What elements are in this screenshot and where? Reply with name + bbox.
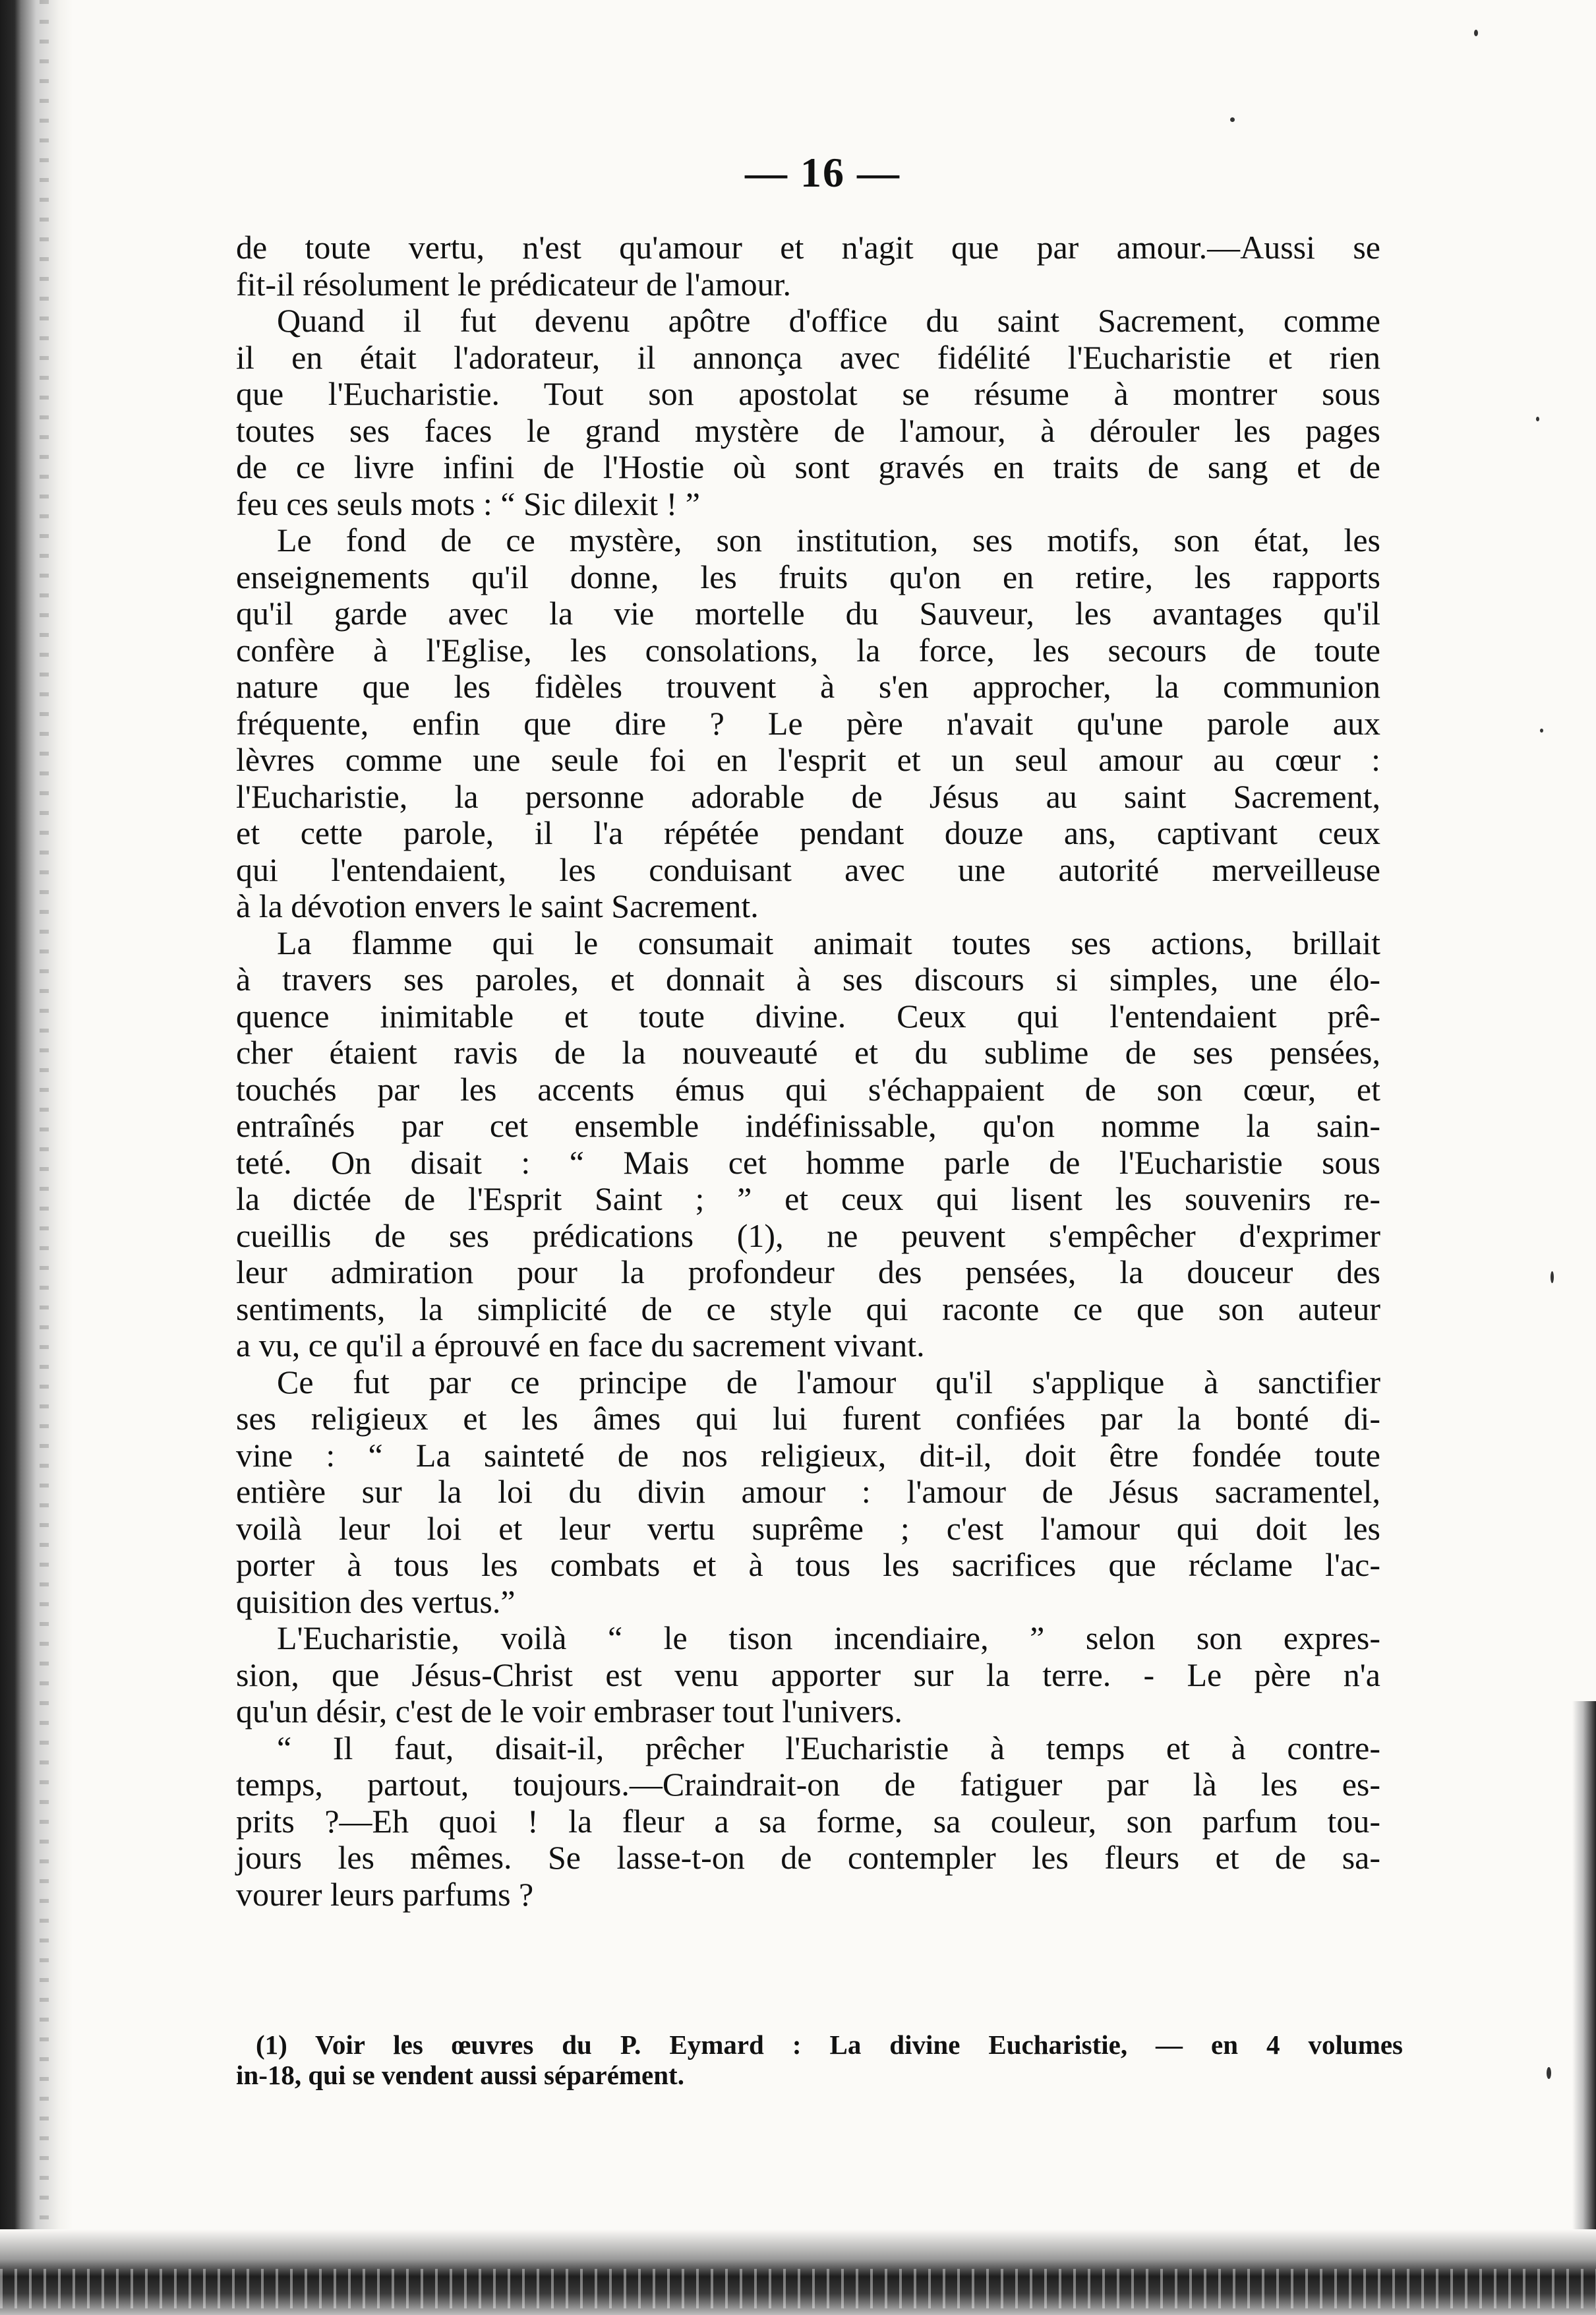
text-line: cueillis de ses prédications (1), ne peuvent s'empêcher d'exprimer [236,1217,1380,1254]
text-line: toutes ses faces le grand mystère de l'amour, à dérouler les pages [236,411,1380,449]
text-line: porter à tous les combats et à tous les sacrifices que réclame l'ac- [236,1546,1380,1583]
text-line: confère à l'Eglise, les consolations, la force, les secours de toute [236,631,1380,669]
text-line: entière sur la loi du divin amour : l'amour de Jésus sacramentel, [236,1473,1380,1510]
body-text [236,229,1380,1913]
page-edge-shadow [1572,1701,1596,2295]
text-line: Ce fut par ce principe de l'amour qu'il s'applique à sanctifier [277,1363,1380,1400]
footnote-line: in-18, qui se vendent aussi séparément. [236,2060,684,2090]
text-line: sion, que Jésus-Christ est venu apporter sur la terre. - Le père n'a [236,1656,1380,1693]
text-line: entraînés par cet ensemble indéfinissable, qu'on nomme la sain- [236,1107,1380,1144]
text-line: ses religieux et les âmes qui lui furent confiées par la bonté di- [236,1400,1380,1437]
text-line: à travers ses paroles, et donnait à ses discours si simples, une élo- [236,961,1380,998]
text-line: temps, partout, toujours.—Craindrait-on de fatiguer par là les es- [236,1766,1380,1803]
text-line: quence inimitable et toute divine. Ceux qui l'entendaient prê- [236,997,1380,1035]
text-line: L'Eucharistie, voilà “ le tison incendiaire, ” selon son expres- [277,1619,1380,1656]
text-line: enseignements qu'il donne, les fruits qu'on en retire, les rapports [236,558,1380,595]
book-binding-shadow [0,0,73,2315]
text-line: quisition des vertus.” [236,1582,516,1620]
scan-speck [1474,30,1478,36]
text-line: nature que les fidèles trouvent à s'en approcher, la communion [236,668,1380,705]
text-line: prits ?—Eh quoi ! la fleur a sa forme, sa couleur, son parfum tou- [236,1802,1380,1840]
text-line: lèvres comme une seule foi en l'esprit et un seul amour au cœur : [236,741,1380,778]
text-line: de ce livre infini de l'Hostie où sont gravés en traits de sang et de [236,448,1380,485]
text-line: il en était l'adorateur, il annonça avec fidélité l'Eucharistie et rien [236,338,1380,376]
text-line: a vu, ce qu'il a éprouvé en face du sacrement vivant. [236,1327,925,1364]
text-line: fit-il résolument le prédicateur de l'amour. [236,265,792,303]
text-line: à la dévotion envers le saint Sacrement. [236,887,759,924]
text-line: qu'un désir, c'est de le voir embraser tout l'univers. [236,1693,902,1729]
text-line: et cette parole, il l'a répétée pendant douze ans, captivant ceux [236,814,1380,851]
text-line: leur admiration pour la profondeur des pensées, la douceur des [236,1253,1380,1290]
text-line: La flamme qui le consumait animait toutes ses actions, brillait [277,924,1380,961]
text-line: vine : “ La sainteté de nos religieux, dit-il, doit être fondée toute [236,1436,1380,1474]
scan-speck [1551,1271,1554,1283]
page-number: — 16 — [745,149,901,196]
text-line: cher étaient ravis de la nouveauté et du sublime de ses pensées, [236,1034,1380,1071]
text-line: la dictée de l'Esprit Saint ; ” et ceux qui lisent les souvenirs re- [236,1180,1380,1217]
text-line: fréquente, enfin que dire ? Le père n'avait qu'une parole aux [236,704,1380,742]
text-line: qui l'entendaient, les conduisant avec une autorité merveilleuse [236,851,1380,888]
text-line: de toute vertu, n'est qu'amour et n'agit que par amour.—Aussi se [236,229,1380,266]
text-line: l'Eucharistie, la personne adorable de Jésus au saint Sacrement, [236,777,1380,815]
text-line: Le fond de ce mystère, son institution, ses motifs, son état, les [277,522,1380,558]
scan-speck [1230,117,1235,122]
text-line: qu'il garde avec la vie mortelle du Sauveur, les avantages qu'il [236,595,1380,632]
text-line: voilà leur loi et leur vertu suprême ; c'est l'amour qui doit les [236,1509,1380,1547]
text-line: feu ces seuls mots : “ Sic dilexit ! ” [236,485,701,522]
text-line: sentiments, la simplicité de ce style qui raconte ce que son auteur [236,1290,1380,1327]
footnote [236,2029,1403,2090]
scan-speck [1540,729,1543,733]
text-line: vourer leurs parfums ? [236,1875,534,1913]
scan-speck [1536,417,1539,421]
text-line: teté. On disait : “ Mais cet homme parle de l'Eucharistie sous [236,1143,1380,1181]
text-line: jours les mêmes. Se lasse-t-on de contempler les fleurs et de sa- [236,1839,1380,1876]
scan-speck [1547,2067,1551,2079]
text-line: touchés par les accents émus qui s'échappaient de son cœur, et [236,1070,1380,1108]
scan-bottom-border [0,2229,1596,2315]
footnote-line: (1) Voir les œuvres du P. Eymard : La divine Eucharistie, — en 4 volumes [256,2029,1403,2060]
text-line: Quand il fut devenu apôtre d'office du saint Sacrement, comme [277,302,1380,339]
text-line: “ Il faut, disait-il, prêcher l'Eucharistie à temps et à contre- [277,1729,1380,1766]
text-line: que l'Eucharistie. Tout son apostolat se résume à montrer sous [236,375,1380,412]
